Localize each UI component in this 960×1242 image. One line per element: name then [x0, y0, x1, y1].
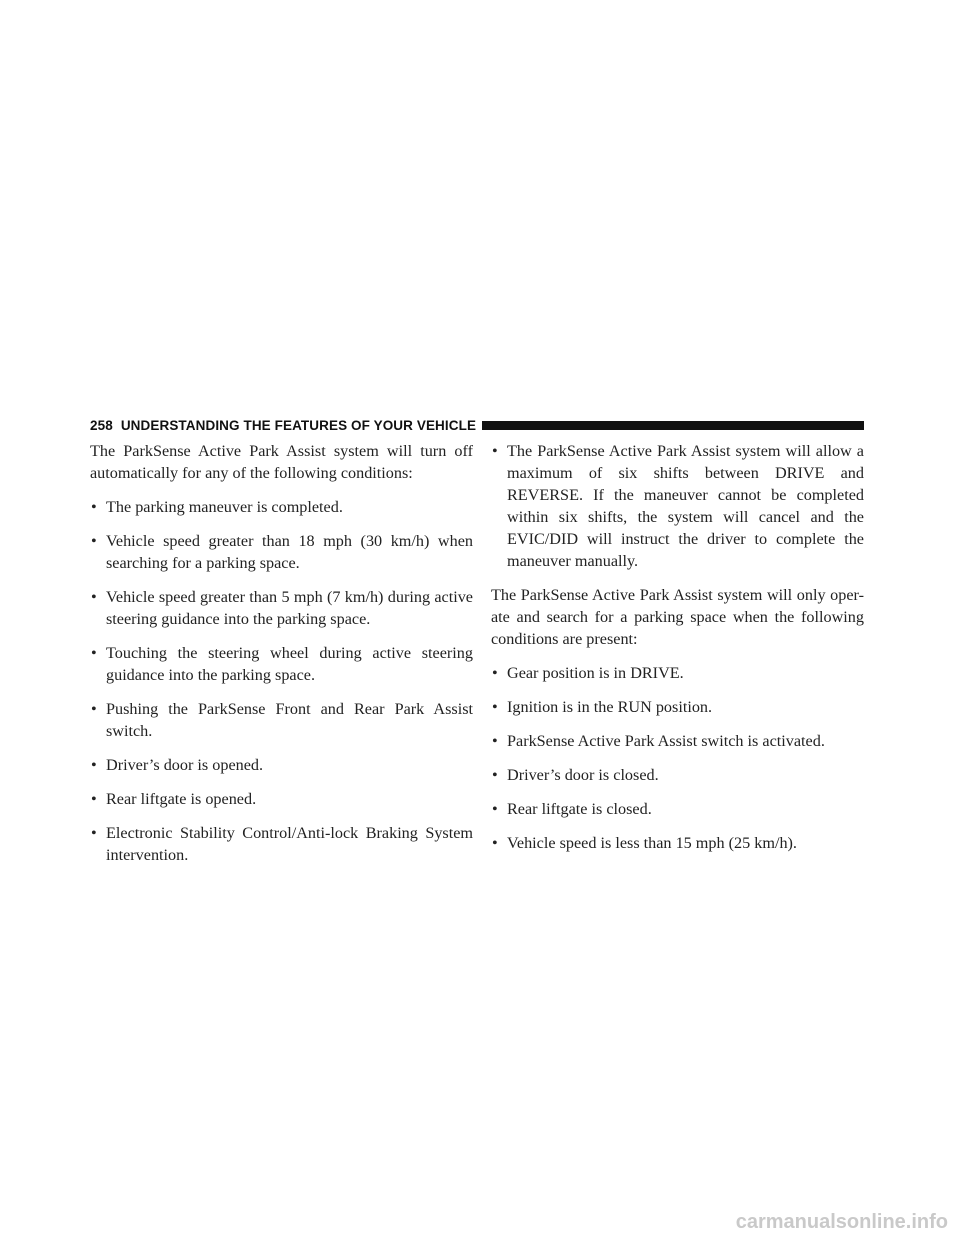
list-item: • Touching the steering wheel during active steering guidance into the parking space.	[91, 644, 473, 684]
list-item: • Gear position is in DRIVE.	[492, 664, 684, 682]
bullet-icon: •	[492, 698, 498, 716]
bullet-icon: •	[91, 824, 97, 842]
bullet-icon: •	[492, 442, 498, 460]
list-item: • Vehicle speed greater than 5 mph (7 km/h) during active steering guidance into the parking space.	[91, 588, 473, 628]
bullet-icon: •	[91, 700, 97, 718]
right-intro-paragraph: The ParkSense Active Park Assist system will only oper-ate and search for a parking space when the following conditions are present:	[491, 586, 864, 648]
page-header	[90, 416, 864, 434]
bullet-icon: •	[492, 664, 498, 682]
list-item: • The ParkSense Active Park Assist system will allow a maximum of six shifts between DRIVE and REVERSE. If the maneuver cannot be completed within six shifts, the system will cancel and the EVIC/DID will instruct the driver to complete the maneuver manually.	[492, 442, 864, 570]
bullet-icon: •	[492, 834, 498, 852]
right-column	[491, 440, 864, 866]
turn-off-conditions-list	[90, 496, 473, 866]
bullet-icon: •	[492, 800, 498, 818]
watermark: carmanualsonline.info	[735, 1211, 948, 1233]
bullet-icon: •	[91, 790, 97, 808]
list-item: • Vehicle speed greater than 18 mph (30 km/h) when searching for a parking space.	[91, 532, 473, 572]
bullet-icon: •	[91, 588, 97, 606]
bullet-icon: •	[91, 644, 97, 662]
list-item: • Pushing the ParkSense Front and Rear Park Assist switch.	[91, 700, 473, 740]
list-item: • Ignition is in the RUN position.	[492, 698, 713, 716]
header-rule	[482, 421, 864, 430]
bullet-icon: •	[492, 766, 498, 784]
operating-conditions-list	[491, 662, 864, 854]
bullet-icon: •	[91, 532, 97, 550]
list-item: • The parking maneuver is completed.	[91, 498, 343, 516]
list-item: • Driver’s door is closed.	[492, 766, 659, 784]
shift-limit-list	[491, 440, 864, 572]
section-title: UNDERSTANDING THE FEATURES OF YOUR VEHICLE	[120, 417, 477, 433]
list-item: • Vehicle speed is less than 15 mph (25 km/h).	[492, 834, 797, 852]
list-item: • Rear liftgate is closed.	[492, 800, 652, 818]
list-item: • Electronic Stability Control/Anti-lock Braking System intervention.	[91, 824, 473, 864]
list-item: • ParkSense Active Park Assist switch is activated.	[492, 732, 825, 750]
left-intro-paragraph: The ParkSense Active Park Assist system will turn off automatically for any of the following conditions:	[90, 442, 473, 482]
bullet-icon: •	[91, 756, 97, 774]
left-column	[90, 440, 473, 878]
bullet-icon: •	[91, 498, 97, 516]
list-item: • Driver’s door is opened.	[91, 756, 264, 774]
bullet-icon: •	[492, 732, 498, 750]
page-number: 258	[90, 417, 113, 433]
list-item: • Rear liftgate is opened.	[91, 790, 257, 808]
